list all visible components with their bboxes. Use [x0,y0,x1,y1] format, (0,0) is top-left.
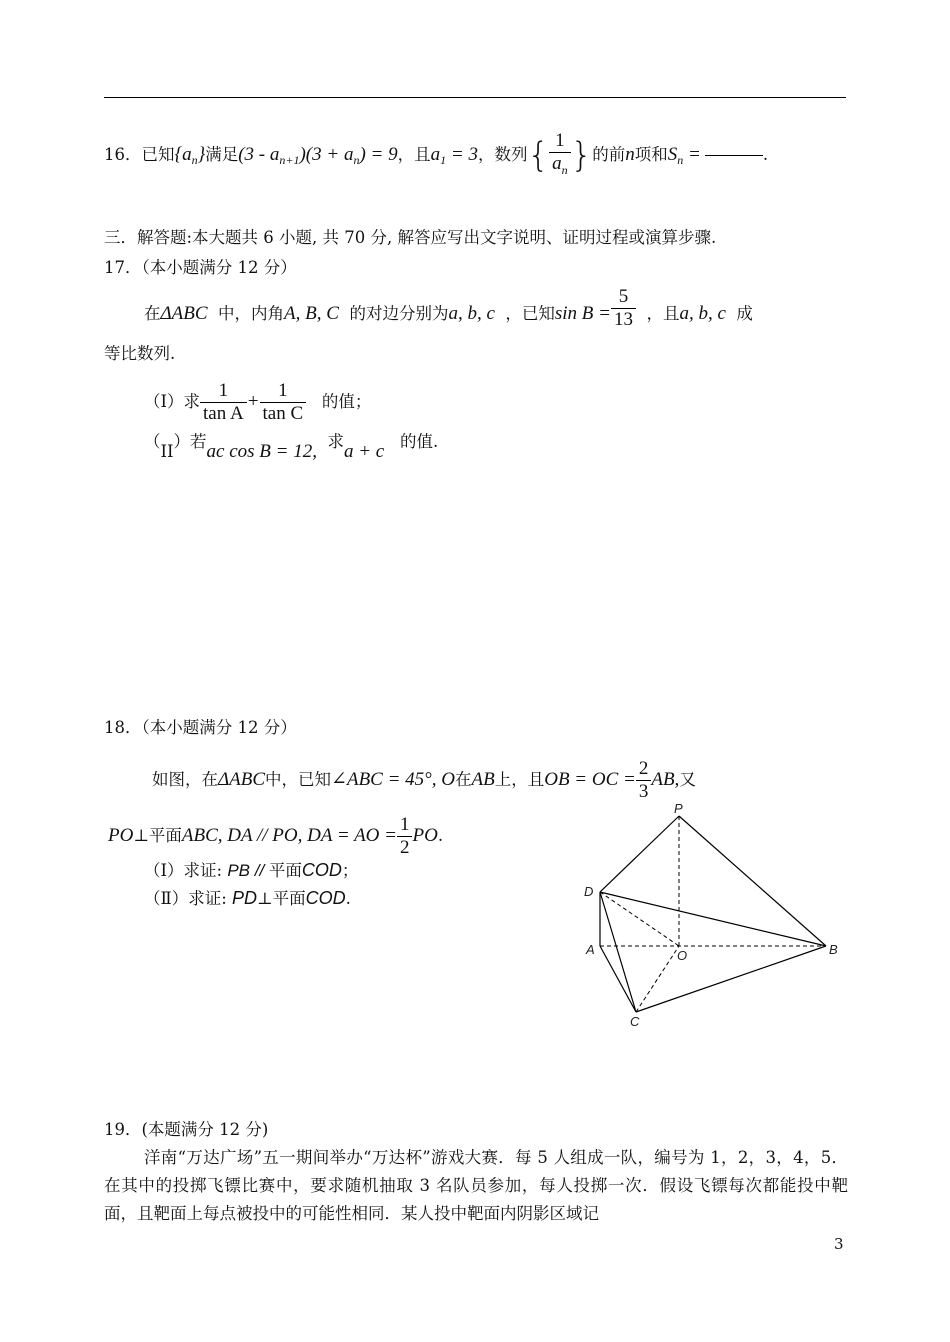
edge-PD [600,816,679,892]
q18-header: 18．（本小题满分 12 分） [104,718,297,737]
edge-DC [600,892,636,1012]
edge-DO-dashed [600,892,679,946]
header-rule [104,97,846,98]
q17-line2: 等比数列. [104,344,176,363]
label-O: O [677,948,688,963]
label-C: C [630,1014,640,1029]
label-D: D [584,884,594,899]
q17-line1: 在ΔABC 中，内角A, B, C 的对边分别为a, b, c ，已知sin B = $\frac{5}{13}$ ，且a, b, c 成 [144,286,753,330]
pyramid-figure [570,800,850,1040]
edge-AC [600,946,636,1012]
edge-CB [636,946,826,1012]
q16-fraction: $\frac{1}{a_n}$ [549,130,571,181]
label-P: P [674,801,683,816]
q18-part2: （Ⅱ）求证: PD⊥平面COD. [144,888,351,908]
question-16: 16．已知$\{a_n\}$满足$(3 - a_{n+1})(3 + a_n) = 9$，且$a_1 = 3$，数列{ $\frac{1}{a_n}$ }的前n项和$S_n$ = . [104,130,768,181]
q19-text: 洋南“万达广场”五一期间举办“万达杯”游戏大赛．每 5 人组成一队，编号为 1，2，3，4，5．在其中的投掷飞镖比赛中，要求随机抽取 3 名队员参加，每人投掷一次．假设飞镖每次都能投中靶面，且靶面上每点被投中的可能性相同．某人投中靶面内阴影区域记 [104,1148,848,1223]
label-B: B [829,942,838,957]
q17-part2: （II）若ac cos B = 12, 求a + c 的值. [144,432,439,462]
edge-CO-dashed [636,946,679,1012]
q18-line2: PO⊥平面ABC, DA // PO, DA = AO = $\frac{1}{2}$ PO. [108,814,444,858]
left-brace: { [527,135,550,176]
right-brace: } [570,135,593,176]
edge-PB [679,816,826,946]
q18-frac-half: $\frac{1}{2}$ [397,814,413,859]
q18-frac-two-thirds: $\frac{2}{3}$ [636,758,652,803]
q17-header: 17．（本小题满分 12 分） [104,258,297,277]
q16-number: 16． [104,144,142,164]
q19-header: 19．(本题满分 12 分) [104,1120,269,1139]
q17-part1: （Ⅰ）求 $\frac{1}{\text{tan A}}$ + $\frac{1}{\text{tan C}}$ 的值； [144,380,372,424]
answer-blank [705,155,763,156]
q18-part1: （Ⅰ）求证: PB // 平面COD； [144,860,359,880]
edge-DB [600,892,826,946]
q17-frac-tanC: $\frac{1}{\text{tan C}}$ [260,380,307,425]
page-number: 3 [834,1235,844,1253]
label-A: A [586,942,595,957]
q17-sin-fraction: $\frac{5}{13}$ [611,286,636,331]
q17-frac-tanA: $\frac{1}{\text{tan A}}$ [200,380,247,425]
q18-line1: 如图，在ΔABC中，已知∠ABC = 45°, O在AB上，且OB = OC = $\frac{2}{3}$ AB,又 [152,758,696,802]
section-3-heading: 三．解答题:本大题共 6 小题, 共 70 分, 解答应写出文字说明、证明过程或演算步骤. [104,228,717,247]
